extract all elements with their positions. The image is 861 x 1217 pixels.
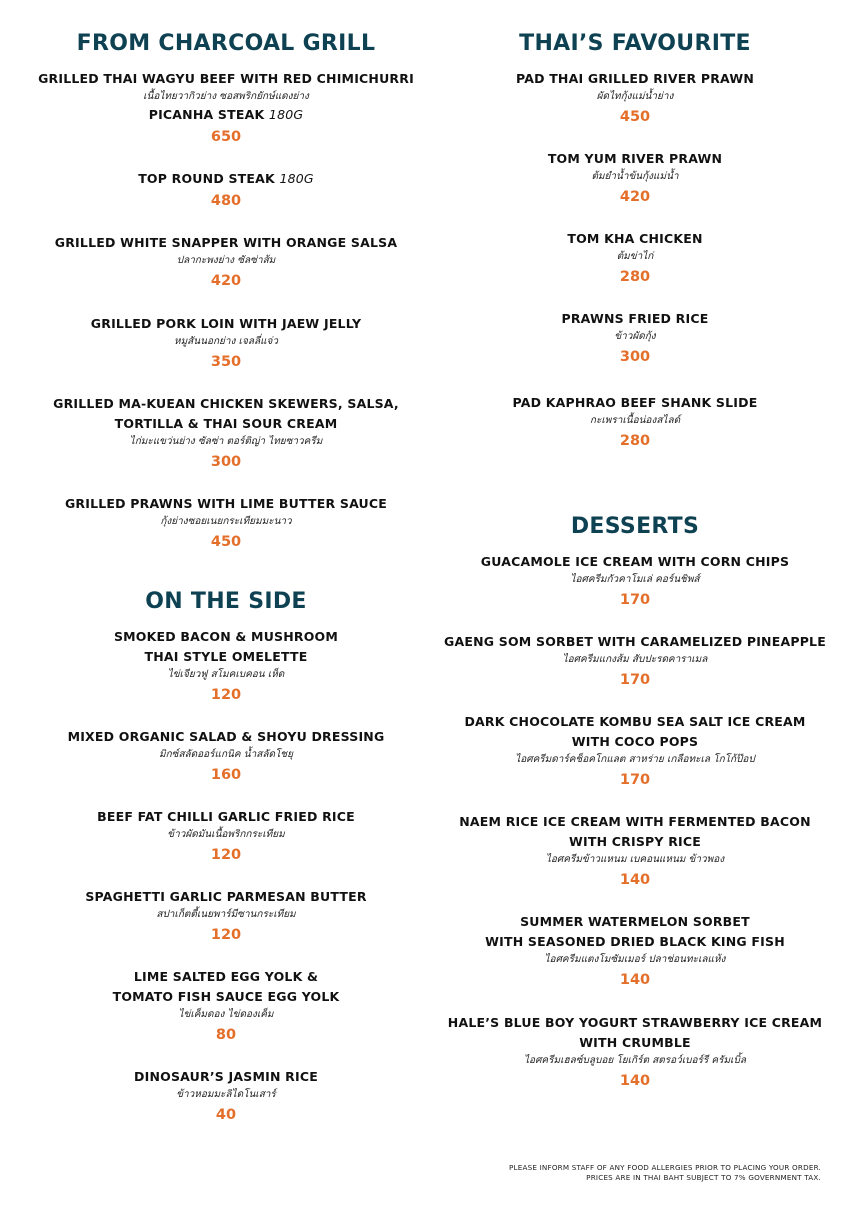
item-price: 280 [619,269,651,285]
item-thai-name: กะเพราเนื้อน่องสไลด์ [589,415,681,426]
item-price: 120 [210,687,242,703]
item-price: 40 [215,1107,237,1123]
item-name: PAD KAPHRAO BEEF SHANK SLIDE [512,395,758,410]
item-price: 450 [210,534,242,550]
item-name: GRILLED PRAWNS WITH LIME BUTTER SAUCE [64,496,388,511]
item-price: 140 [619,972,651,988]
item-name: HALE’S BLUE BOY YOGURT STRAWBERRY ICE CREAM [447,1015,823,1030]
tax-notice: PRICES ARE IN THAI BAHT SUBJECT TO 7% GOVERNMENT TAX. [586,1173,821,1182]
item-thai-name: กุ้งย่างซอยเนยกระเทียมมะนาว [160,516,292,527]
item-name-line2: TORTILLA & THAI SOUR CREAM [114,416,338,431]
item-thai-name: ไอศครีมข้าวแหนม เบคอนแหนม ข้าวพอง [545,854,725,865]
menu-item-fried-rice [26,807,426,866]
item-name: TOM KHA CHICKEN [567,231,703,246]
item-thai-name: ไข่เจียวฟู สโมคเบคอน เห็ด [167,669,285,680]
item-name: GUACAMOLE ICE CREAM WITH CORN CHIPS [480,554,790,569]
item-price: 140 [619,872,651,888]
item-price: 120 [210,927,242,943]
menu-item-gaeng-som-sorbet [435,632,835,691]
item-name-line2: PICANHA STEAK 180G [148,107,304,122]
menu-item-chicken-skewers [26,394,426,473]
item-thai-name: หมูสันนอกย่าง เจลลี่แจ่ว [173,336,278,347]
item-price: 480 [210,193,242,209]
menu-item-pad-thai [435,69,835,128]
menu-item-tom-yum [435,149,835,208]
item-name: GAENG SOM SORBET WITH CARAMELIZED PINEAPPLE [444,634,826,649]
item-thai-name: ไอศครีมเฮลซ์บลูบอย โยเกิร์ต สตรอว์เบอร์รี ครัมเบิ้ล [524,1055,746,1066]
item-thai-name: ปลากะพงย่าง ซัลซ่าส้ม [176,255,276,266]
menu-item-pad-kaphrao [435,393,835,452]
section-title-thais-favourite: THAI’S FAVOURITE [519,31,751,56]
item-thai-name: ผัดไทกุ้งแม่น้ำย่าง [596,91,674,102]
item-name: LIME SALTED EGG YOLK & [133,969,319,984]
item-thai-name: ไอศครีมดาร์คช็อคโกแลต สาหร่าย เกลือทะเล โกโก้ป๊อป [515,754,755,765]
menu-item-guacamole-ice-cream [435,552,835,611]
item-thai-name: เนื้อไทยวากิวย่าง ซอสพริกยักษ์แดงย่าง [143,91,309,102]
item-thai-name: ไก่มะแขว่นย่าง ซัลซ่า ตอร์ติญ่า ไทยซาวครีม [129,436,323,447]
item-thai-name: ไอศครีมแตงโมซัมเมอร์ ปลาช่อนทะเลแห้ง [544,954,726,965]
item-name: TOM YUM RIVER PRAWN [547,151,723,166]
menu-item-snapper [26,233,426,292]
item-price: 450 [619,109,651,125]
menu-item-prawn-fried-rice [435,309,835,368]
item-name: GRILLED THAI WAGYU BEEF WITH RED CHIMICHURRI [38,71,414,86]
item-name: MIXED ORGANIC SALAD & SHOYU DRESSING [67,729,385,744]
item-price: 170 [619,772,651,788]
item-name: PAD THAI GRILLED RIVER PRAWN [515,71,755,86]
item-price: 140 [619,1073,651,1089]
menu-item-spaghetti [26,887,426,946]
item-price: 280 [619,433,651,449]
menu-item-naem-rice [435,812,835,891]
item-name-line2: WITH COCO POPS [571,734,699,749]
menu-item-pork-loin [26,314,426,373]
item-name: SPAGHETTI GARLIC PARMESAN BUTTER [85,889,367,904]
item-price: 300 [619,349,651,365]
menu-item-organic-salad [26,727,426,786]
item-thai-name: ไอศครีมแกงส้ม สับปะรดคาราเมล [562,654,708,665]
item-thai-name: ข้าวหอมมะลิไดโนเสาร์ [176,1089,276,1100]
menu-item-wagyu [26,69,426,148]
item-thai-name: ต้มข่าไก่ [616,251,654,262]
item-price: 300 [210,454,242,470]
item-thai-name: ไอศครีมกัวคาโมเล่ คอร์นชิพส์ [570,574,700,585]
item-name: SUMMER WATERMELON SORBET [520,914,750,929]
item-name-line2: TOMATO FISH SAUCE EGG YOLK [112,989,340,1004]
menu-item-egg-yolk [26,967,426,1046]
item-name: DINOSAUR’S JASMIN RICE [134,1069,318,1084]
section-title-on-the-side: ON THE SIDE [145,589,307,614]
item-thai-name: ข้าวผัดมันเนื้อพริกกระเทียม [167,829,285,840]
item-thai-name: มิกซ์สลัดออร์แกนิค น้ำสลัดโชยุ [159,749,293,760]
menu-item-dark-chocolate [435,712,835,791]
section-title-desserts: DESSERTS [570,514,700,539]
item-name-line2: THAI STYLE OMELETTE [144,649,308,664]
menu-item-tom-kha [435,229,835,288]
item-price: 650 [210,129,242,145]
item-thai-name: ข้าวผัดกุ้ง [614,331,656,342]
item-price: 120 [210,847,242,863]
allergy-notice: PLEASE INFORM STAFF OF ANY FOOD ALLERGIES PRIOR TO PLACING YOUR ORDER. [509,1163,821,1172]
item-name: NAEM RICE ICE CREAM WITH FERMENTED BACON [459,814,811,829]
item-thai-name: ต้มยำน้ำข้นกุ้งแม่น้ำ [591,171,679,182]
menu-item-jasmin-rice [26,1067,426,1126]
item-name-line2: WITH CRISPY RICE [569,834,701,849]
item-price: 80 [215,1027,237,1043]
item-name: DARK CHOCOLATE KOMBU SEA SALT ICE CREAM [464,714,806,729]
item-name: GRILLED PORK LOIN WITH JAEW JELLY [90,316,362,331]
footer-note [509,1163,821,1183]
item-name: GRILLED MA-KUEAN CHICKEN SKEWERS, SALSA, [53,396,399,411]
item-price: 170 [619,672,651,688]
menu-item-omelette [26,627,426,706]
item-price: 420 [210,273,242,289]
item-name: BEEF FAT CHILLI GARLIC FRIED RICE [97,809,355,824]
item-name: TOP ROUND STEAK 180G [138,171,314,186]
menu-item-grilled-prawns [26,494,426,553]
item-name: GRILLED WHITE SNAPPER WITH ORANGE SALSA [54,235,398,250]
item-price: 420 [619,189,651,205]
item-thai-name: สปาเก็ตตี้เนยพาร์มีซานกระเทียม [156,909,296,920]
item-price: 350 [210,354,242,370]
menu-item-top-round [26,169,426,212]
item-price: 160 [210,767,242,783]
section-title-charcoal-grill: FROM CHARCOAL GRILL [76,31,376,56]
item-name-line2: WITH SEASONED DRIED BLACK KING FISH [485,934,785,949]
item-name: PRAWNS FRIED RICE [561,311,709,326]
menu-item-watermelon-sorbet [435,912,835,991]
item-thai-name: ไข่เค็มดอง ไข่ดองเค็ม [178,1009,274,1020]
item-price: 170 [619,592,651,608]
item-name-line2: WITH CRUMBLE [579,1035,691,1050]
menu-item-blue-boy-yogurt [435,1013,835,1092]
item-name: SMOKED BACON & MUSHROOM [113,629,339,644]
